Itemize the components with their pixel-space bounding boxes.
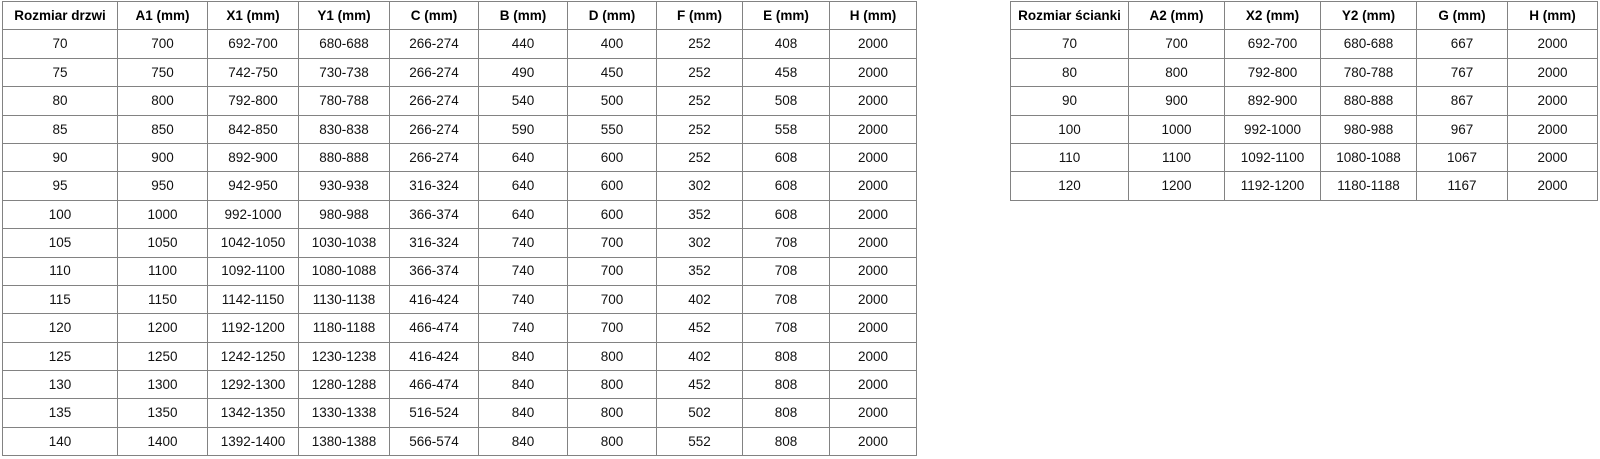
table-cell: 130 xyxy=(3,371,118,399)
table-cell: 1142-1150 xyxy=(208,285,299,313)
table-cell: 792-800 xyxy=(208,87,299,115)
table-cell: 880-888 xyxy=(1321,87,1417,115)
table-cell: 490 xyxy=(479,58,568,86)
table-cell: 667 xyxy=(1417,30,1508,58)
column-header: F (mm) xyxy=(657,2,743,30)
table-cell: 740 xyxy=(479,257,568,285)
table-cell: 700 xyxy=(118,30,208,58)
table-cell: 1292-1300 xyxy=(208,371,299,399)
table-cell: 352 xyxy=(657,200,743,228)
table-cell: 110 xyxy=(3,257,118,285)
table-cell: 808 xyxy=(743,427,830,455)
table-row xyxy=(1011,87,1598,115)
table-cell: 1330-1338 xyxy=(299,399,390,427)
column-header: X2 (mm) xyxy=(1225,2,1321,30)
table-cell: 70 xyxy=(3,30,118,58)
column-header: B (mm) xyxy=(479,2,568,30)
table-cell: 452 xyxy=(657,314,743,342)
table-cell: 800 xyxy=(568,399,657,427)
table-cell: 967 xyxy=(1417,115,1508,143)
table-cell: 252 xyxy=(657,58,743,86)
table-cell: 2000 xyxy=(1508,115,1598,143)
table-cell: 1400 xyxy=(118,427,208,455)
table-cell: 516-524 xyxy=(390,399,479,427)
table-cell: 2000 xyxy=(830,115,917,143)
table-cell: 552 xyxy=(657,427,743,455)
table-cell: 892-900 xyxy=(1225,87,1321,115)
table-cell: 640 xyxy=(479,172,568,200)
table-row xyxy=(3,30,917,58)
table-row xyxy=(3,87,917,115)
table-row xyxy=(1011,115,1598,143)
table-cell: 950 xyxy=(118,172,208,200)
table-cell: 100 xyxy=(1011,115,1129,143)
table-cell: 700 xyxy=(568,257,657,285)
table-cell: 450 xyxy=(568,58,657,86)
table-cell: 100 xyxy=(3,200,118,228)
table-cell: 1380-1388 xyxy=(299,427,390,455)
table-cell: 692-700 xyxy=(1225,30,1321,58)
table-cell: 458 xyxy=(743,58,830,86)
table-row xyxy=(1011,172,1598,200)
column-header: Rozmiar ścianki xyxy=(1011,2,1129,30)
table-cell: 105 xyxy=(3,229,118,257)
table-cell: 600 xyxy=(568,143,657,171)
column-header: D (mm) xyxy=(568,2,657,30)
column-header: A1 (mm) xyxy=(118,2,208,30)
table-cell: 95 xyxy=(3,172,118,200)
table-cell: 2000 xyxy=(830,371,917,399)
table-cell: 316-324 xyxy=(390,172,479,200)
table-cell: 708 xyxy=(743,229,830,257)
table-cell: 2000 xyxy=(1508,87,1598,115)
table-cell: 75 xyxy=(3,58,118,86)
column-header: C (mm) xyxy=(390,2,479,30)
table-cell: 1092-1100 xyxy=(208,257,299,285)
table-cell: 2000 xyxy=(830,30,917,58)
table-row xyxy=(3,58,917,86)
table-cell: 2000 xyxy=(830,399,917,427)
table-cell: 1250 xyxy=(118,342,208,370)
table-row xyxy=(3,314,917,342)
table-cell: 252 xyxy=(657,115,743,143)
column-header: H (mm) xyxy=(1508,2,1598,30)
table-cell: 2000 xyxy=(830,87,917,115)
table-cell: 700 xyxy=(1129,30,1225,58)
table-cell: 2000 xyxy=(830,143,917,171)
table-cell: 85 xyxy=(3,115,118,143)
table-cell: 600 xyxy=(568,172,657,200)
table-cell: 302 xyxy=(657,172,743,200)
table-cell: 550 xyxy=(568,115,657,143)
table-cell: 2000 xyxy=(830,229,917,257)
header-row xyxy=(1011,2,1598,30)
table-row xyxy=(1011,58,1598,86)
table-cell: 1100 xyxy=(118,257,208,285)
table-cell: 590 xyxy=(479,115,568,143)
table-cell: 400 xyxy=(568,30,657,58)
table-cell: 700 xyxy=(568,229,657,257)
table-cell: 266-274 xyxy=(390,143,479,171)
table-cell: 440 xyxy=(479,30,568,58)
door-sizes-table xyxy=(2,1,917,456)
table-row xyxy=(3,115,917,143)
table-cell: 708 xyxy=(743,285,830,313)
table-cell: 70 xyxy=(1011,30,1129,58)
table-cell: 540 xyxy=(479,87,568,115)
table-cell: 558 xyxy=(743,115,830,143)
table-cell: 1392-1400 xyxy=(208,427,299,455)
table-cell: 808 xyxy=(743,342,830,370)
table-cell: 730-738 xyxy=(299,58,390,86)
table-cell: 266-274 xyxy=(390,87,479,115)
table-cell: 680-688 xyxy=(299,30,390,58)
table-cell: 840 xyxy=(479,371,568,399)
table-cell: 266-274 xyxy=(390,115,479,143)
table-cell: 466-474 xyxy=(390,371,479,399)
table-cell: 140 xyxy=(3,427,118,455)
table-cell: 366-374 xyxy=(390,200,479,228)
table-cell: 1200 xyxy=(118,314,208,342)
table-cell: 302 xyxy=(657,229,743,257)
table-cell: 120 xyxy=(3,314,118,342)
table-row xyxy=(3,371,917,399)
table-cell: 740 xyxy=(479,285,568,313)
table-cell: 608 xyxy=(743,172,830,200)
table-cell: 780-788 xyxy=(1321,58,1417,86)
column-header: A2 (mm) xyxy=(1129,2,1225,30)
table-cell: 115 xyxy=(3,285,118,313)
column-header: X1 (mm) xyxy=(208,2,299,30)
table-cell: 366-374 xyxy=(390,257,479,285)
table-cell: 402 xyxy=(657,342,743,370)
table-cell: 1280-1288 xyxy=(299,371,390,399)
table-cell: 90 xyxy=(3,143,118,171)
table-cell: 892-900 xyxy=(208,143,299,171)
table-cell: 842-850 xyxy=(208,115,299,143)
table-cell: 500 xyxy=(568,87,657,115)
table-cell: 930-938 xyxy=(299,172,390,200)
table-cell: 2000 xyxy=(830,58,917,86)
table-row xyxy=(1011,30,1598,58)
table-cell: 120 xyxy=(1011,172,1129,200)
table-cell: 880-888 xyxy=(299,143,390,171)
table-cell: 740 xyxy=(479,314,568,342)
wall-panel-sizes-table xyxy=(1010,1,1598,201)
table-cell: 2000 xyxy=(830,342,917,370)
table-cell: 640 xyxy=(479,200,568,228)
table-cell: 1030-1038 xyxy=(299,229,390,257)
table-cell: 1067 xyxy=(1417,143,1508,171)
table-cell: 992-1000 xyxy=(208,200,299,228)
table-cell: 1167 xyxy=(1417,172,1508,200)
table-cell: 80 xyxy=(3,87,118,115)
table-cell: 252 xyxy=(657,143,743,171)
table-cell: 608 xyxy=(743,143,830,171)
table-cell: 867 xyxy=(1417,87,1508,115)
column-header: Y1 (mm) xyxy=(299,2,390,30)
table-cell: 402 xyxy=(657,285,743,313)
table-cell: 2000 xyxy=(830,427,917,455)
table-cell: 466-474 xyxy=(390,314,479,342)
table-cell: 252 xyxy=(657,87,743,115)
table-cell: 502 xyxy=(657,399,743,427)
table-cell: 1000 xyxy=(118,200,208,228)
table-cell: 2000 xyxy=(830,285,917,313)
table-cell: 1180-1188 xyxy=(1321,172,1417,200)
table-cell: 1180-1188 xyxy=(299,314,390,342)
table-cell: 1130-1138 xyxy=(299,285,390,313)
table-cell: 692-700 xyxy=(208,30,299,58)
table-cell: 680-688 xyxy=(1321,30,1417,58)
table-cell: 800 xyxy=(568,342,657,370)
table-cell: 900 xyxy=(1129,87,1225,115)
table-cell: 2000 xyxy=(1508,30,1598,58)
table-cell: 708 xyxy=(743,314,830,342)
table-row xyxy=(3,172,917,200)
table-row xyxy=(3,143,917,171)
column-header: H (mm) xyxy=(830,2,917,30)
table-cell: 2000 xyxy=(830,172,917,200)
table-cell: 800 xyxy=(568,427,657,455)
table-row xyxy=(3,342,917,370)
table-cell: 90 xyxy=(1011,87,1129,115)
table-cell: 1100 xyxy=(1129,143,1225,171)
table-cell: 352 xyxy=(657,257,743,285)
table-cell: 708 xyxy=(743,257,830,285)
table-cell: 640 xyxy=(479,143,568,171)
table-cell: 2000 xyxy=(830,314,917,342)
table-cell: 742-750 xyxy=(208,58,299,86)
table-cell: 408 xyxy=(743,30,830,58)
table-cell: 2000 xyxy=(830,257,917,285)
table-cell: 1342-1350 xyxy=(208,399,299,427)
table-cell: 1080-1088 xyxy=(1321,143,1417,171)
table-cell: 125 xyxy=(3,342,118,370)
table-cell: 840 xyxy=(479,427,568,455)
table-cell: 110 xyxy=(1011,143,1129,171)
table-cell: 1000 xyxy=(1129,115,1225,143)
table-cell: 750 xyxy=(118,58,208,86)
table-cell: 566-574 xyxy=(390,427,479,455)
table-cell: 452 xyxy=(657,371,743,399)
table-cell: 942-950 xyxy=(208,172,299,200)
table-cell: 508 xyxy=(743,87,830,115)
column-header: Y2 (mm) xyxy=(1321,2,1417,30)
table-cell: 840 xyxy=(479,342,568,370)
table-cell: 608 xyxy=(743,200,830,228)
table-cell: 1042-1050 xyxy=(208,229,299,257)
table-cell: 2000 xyxy=(1508,58,1598,86)
table-cell: 800 xyxy=(568,371,657,399)
table-cell: 808 xyxy=(743,371,830,399)
table-cell: 1242-1250 xyxy=(208,342,299,370)
table-cell: 1150 xyxy=(118,285,208,313)
table-row xyxy=(3,229,917,257)
table-cell: 980-988 xyxy=(299,200,390,228)
table-cell: 600 xyxy=(568,200,657,228)
table-cell: 2000 xyxy=(1508,143,1598,171)
table-cell: 135 xyxy=(3,399,118,427)
table-cell: 2000 xyxy=(830,200,917,228)
table-cell: 1230-1238 xyxy=(299,342,390,370)
table-cell: 850 xyxy=(118,115,208,143)
table-cell: 767 xyxy=(1417,58,1508,86)
column-header: E (mm) xyxy=(743,2,830,30)
table-cell: 80 xyxy=(1011,58,1129,86)
table-cell: 1080-1088 xyxy=(299,257,390,285)
table-cell: 792-800 xyxy=(1225,58,1321,86)
column-header: Rozmiar drzwi xyxy=(3,2,118,30)
table-cell: 416-424 xyxy=(390,285,479,313)
table-cell: 840 xyxy=(479,399,568,427)
table-row xyxy=(3,427,917,455)
table-cell: 800 xyxy=(118,87,208,115)
table-cell: 416-424 xyxy=(390,342,479,370)
table-row xyxy=(3,257,917,285)
table-row xyxy=(1011,143,1598,171)
table-cell: 700 xyxy=(568,314,657,342)
table-cell: 2000 xyxy=(1508,172,1598,200)
table-cell: 808 xyxy=(743,399,830,427)
table-cell: 900 xyxy=(118,143,208,171)
column-header: G (mm) xyxy=(1417,2,1508,30)
table-cell: 1200 xyxy=(1129,172,1225,200)
table-cell: 1050 xyxy=(118,229,208,257)
table-cell: 1300 xyxy=(118,371,208,399)
table-cell: 740 xyxy=(479,229,568,257)
table-cell: 1192-1200 xyxy=(1225,172,1321,200)
header-row xyxy=(3,2,917,30)
table-cell: 800 xyxy=(1129,58,1225,86)
table-cell: 316-324 xyxy=(390,229,479,257)
table-cell: 252 xyxy=(657,30,743,58)
table-row xyxy=(3,200,917,228)
table-cell: 266-274 xyxy=(390,58,479,86)
table-row xyxy=(3,285,917,313)
table-cell: 780-788 xyxy=(299,87,390,115)
table-row xyxy=(3,399,917,427)
table-cell: 1192-1200 xyxy=(208,314,299,342)
table-cell: 266-274 xyxy=(390,30,479,58)
table-cell: 980-988 xyxy=(1321,115,1417,143)
table-cell: 700 xyxy=(568,285,657,313)
table-cell: 830-838 xyxy=(299,115,390,143)
table-cell: 1350 xyxy=(118,399,208,427)
table-cell: 992-1000 xyxy=(1225,115,1321,143)
table-cell: 1092-1100 xyxy=(1225,143,1321,171)
